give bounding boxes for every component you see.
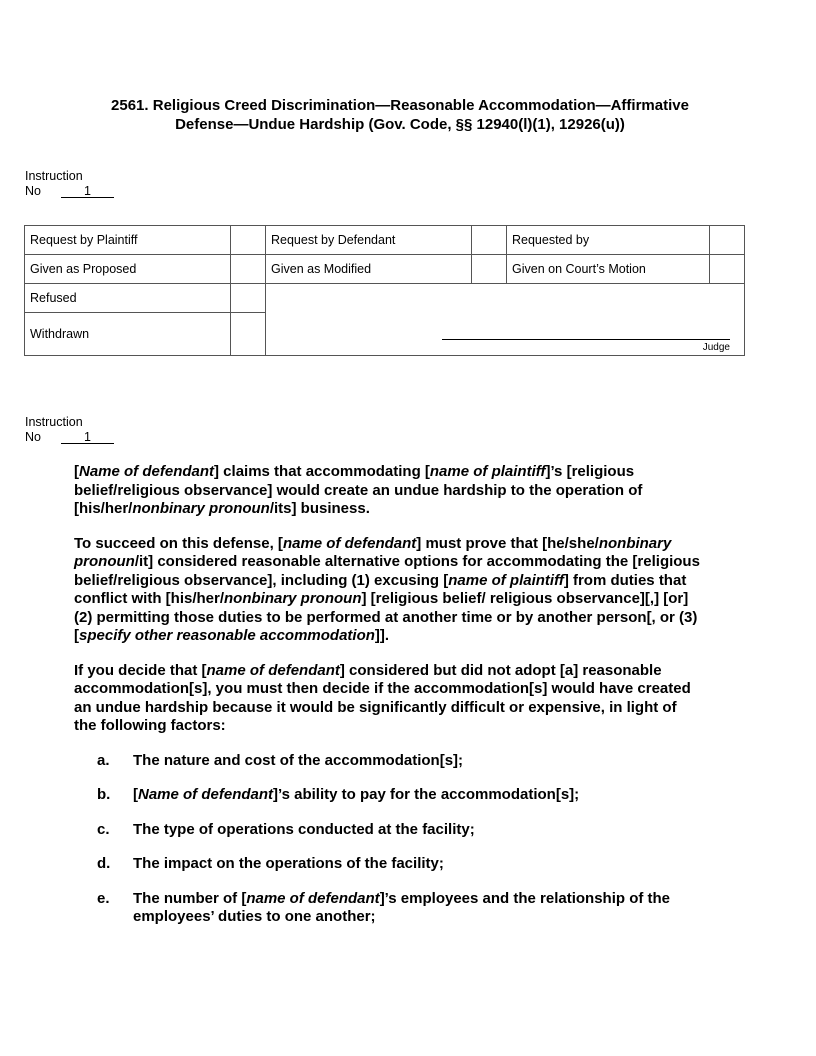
factor-item bbox=[74, 821, 702, 840]
no-label: No bbox=[25, 183, 41, 198]
text-segment: ]’s employees and the relationship of the employees’ duties to one another; bbox=[133, 889, 671, 925]
text-segment: ] considered but did not adopt [a] reasonable accommodation[s], you must then decide if the accommodation[s] would have created an undue hardship because it would be significantly difficult or expensive, in light of the following factors: bbox=[74, 661, 691, 734]
instruction-label: Instruction bbox=[25, 415, 83, 429]
text-segment: The nature and cost of the accommodation[s]; bbox=[133, 751, 464, 769]
factor-letter: c. bbox=[97, 820, 110, 838]
instruction-body bbox=[74, 463, 702, 943]
factor-item bbox=[74, 855, 702, 874]
text-segment: ]’s ability to pay for the accommodation[s]; bbox=[273, 786, 580, 803]
refused-label: Refused bbox=[25, 284, 231, 313]
factor-item bbox=[74, 890, 702, 927]
given-court-label: Given on Court’s Motion bbox=[507, 255, 710, 284]
instruction-number: 1 bbox=[61, 431, 114, 444]
text-segment: If you decide that [ bbox=[74, 661, 207, 679]
no-label: No bbox=[25, 429, 41, 444]
text-segment: [ bbox=[74, 463, 79, 480]
placeholder-text: name of defendant bbox=[282, 534, 417, 552]
requested-by-label: Requested by bbox=[507, 226, 710, 255]
factor-letter: d. bbox=[97, 855, 111, 872]
factor-item bbox=[74, 786, 702, 805]
placeholder-text: specify other reasonable accommodation bbox=[79, 627, 375, 644]
factor-text bbox=[133, 786, 702, 805]
given-modified-label: Given as Modified bbox=[266, 255, 472, 284]
text-segment: /its] business. bbox=[269, 500, 370, 517]
request-defendant-label: Request by Defendant bbox=[266, 226, 472, 255]
placeholder-text: nonbinary pronoun bbox=[224, 590, 362, 607]
factor-letter: b. bbox=[97, 786, 111, 803]
text-segment: ] must prove that [he/she/ bbox=[416, 534, 599, 552]
text-segment: ] from duties that conflict with [his/her/ bbox=[74, 571, 687, 607]
given-modified-checkbox[interactable] bbox=[472, 255, 507, 284]
judge-label: Judge bbox=[702, 342, 730, 353]
text-segment: ]’s [religious belief/religious observance] would create an undue hardship to the operation of [his/her/ bbox=[74, 463, 643, 517]
instruction-label: Instruction bbox=[25, 169, 83, 183]
instruction-title: 2561. Religious Creed Discrimination—Reasonable Accommodation—Affirmative Defense—Undue Hardship (Gov. Code, §§ 12940(l)(1), 12926(u)) bbox=[111, 97, 689, 133]
factor-list bbox=[74, 752, 702, 927]
refused-checkbox[interactable] bbox=[231, 284, 266, 313]
factor-item bbox=[74, 752, 702, 771]
requested-by-checkbox[interactable] bbox=[710, 226, 745, 255]
paragraph bbox=[74, 463, 702, 519]
factor-text bbox=[133, 821, 702, 840]
withdrawn-label: Withdrawn bbox=[25, 313, 231, 356]
request-defendant-checkbox[interactable] bbox=[472, 226, 507, 255]
factor-text bbox=[133, 855, 702, 874]
placeholder-text: Name of defendant bbox=[138, 786, 274, 803]
text-segment: ] [religious belief/ religious observance][,] [or] (2) permitting those duties to be performed at another time or by another person[, or (3) [ bbox=[74, 590, 698, 644]
instruction-number: 1 bbox=[61, 185, 114, 198]
judge-signature-line[interactable] bbox=[442, 339, 730, 340]
request-plaintiff-label: Request by Plaintiff bbox=[25, 226, 231, 255]
given-proposed-checkbox[interactable] bbox=[231, 255, 266, 284]
text-segment: /it] considered reasonable alternative options for accommodating the [religious belief/religious observance], including (1) excusing [ bbox=[74, 553, 700, 589]
judge-signature-cell bbox=[266, 284, 745, 356]
paragraph bbox=[74, 535, 702, 646]
request-plaintiff-checkbox[interactable] bbox=[231, 226, 266, 255]
given-court-checkbox[interactable] bbox=[710, 255, 745, 284]
instruction-number-top bbox=[25, 169, 114, 198]
placeholder-text: nonbinary pronoun bbox=[74, 534, 672, 570]
text-segment: The impact on the operations of the facility; bbox=[133, 855, 444, 872]
placeholder-text: name of plaintiff bbox=[429, 463, 546, 480]
placeholder-text: name of plaintiff bbox=[448, 571, 564, 589]
placeholder-text: nonbinary pronoun bbox=[132, 500, 270, 517]
placeholder-text: name of defendant bbox=[206, 661, 340, 679]
instruction-status-table bbox=[24, 225, 745, 356]
paragraph bbox=[74, 662, 702, 736]
text-segment: The number of [ bbox=[133, 889, 247, 907]
factor-text bbox=[133, 890, 702, 927]
text-segment: To succeed on this defense, [ bbox=[74, 534, 283, 552]
factor-letter: e. bbox=[97, 889, 110, 907]
factor-letter: a. bbox=[97, 751, 110, 769]
text-segment: [ bbox=[133, 786, 138, 803]
given-proposed-label: Given as Proposed bbox=[25, 255, 231, 284]
text-segment: The type of operations conducted at the facility; bbox=[133, 820, 475, 838]
text-segment: ]]. bbox=[374, 627, 390, 644]
withdrawn-checkbox[interactable] bbox=[231, 313, 266, 356]
factor-text bbox=[133, 752, 702, 771]
text-segment: ] claims that accommodating [ bbox=[214, 463, 430, 480]
placeholder-text: Name of defendant bbox=[79, 463, 215, 480]
placeholder-text: name of defendant bbox=[246, 889, 380, 907]
instruction-number-bottom bbox=[25, 415, 114, 444]
